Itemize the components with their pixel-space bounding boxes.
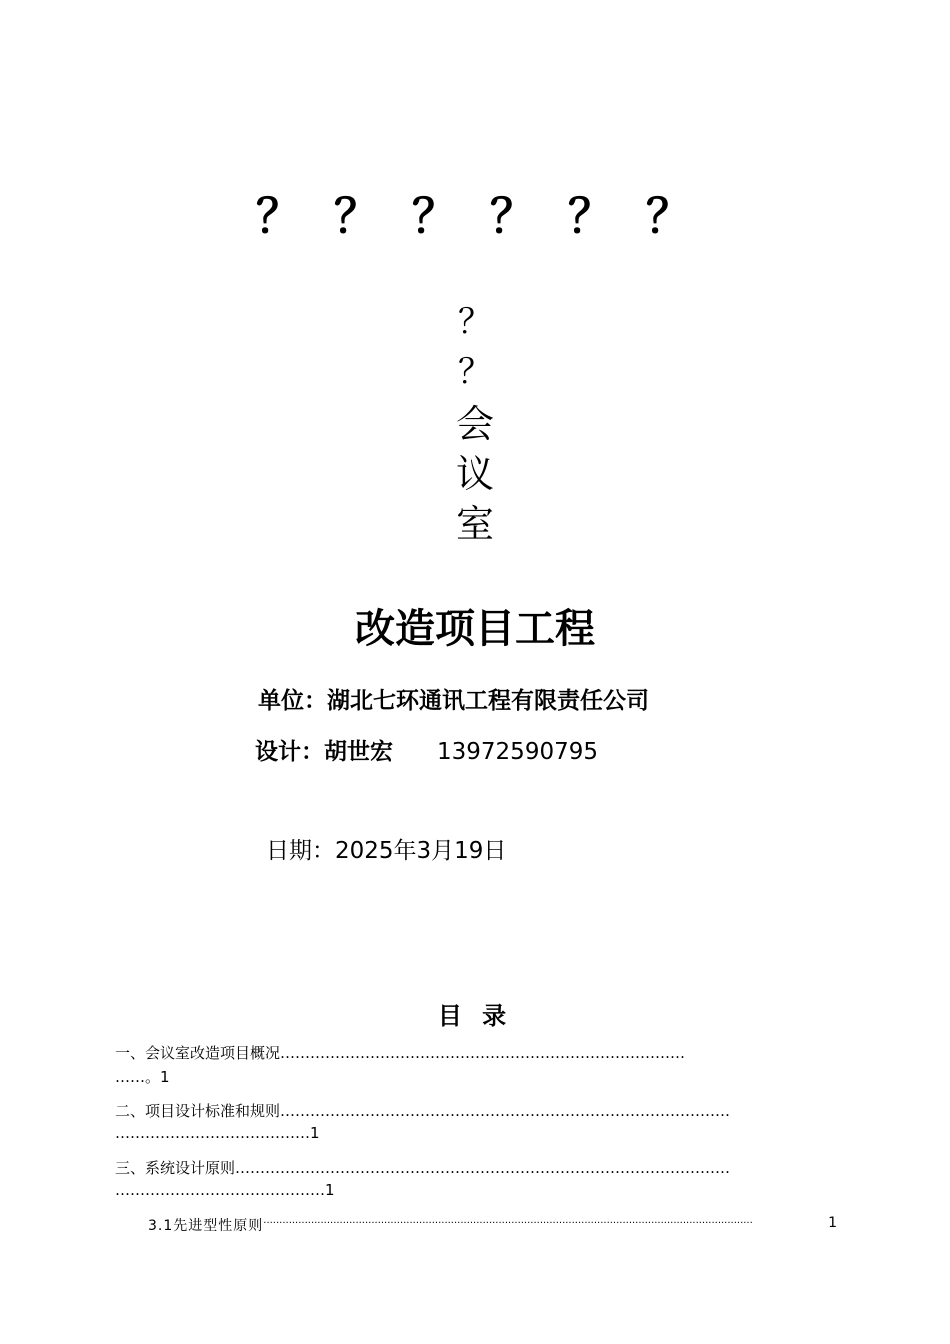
toc-entry-line: 二、项目设计标准和规则………………………………………………………………………………	[115, 1102, 731, 1120]
toc-subentry-3-1[interactable]	[148, 1215, 838, 1235]
unit-line: 单位：湖北七环通讯工程有限责任公司	[258, 688, 649, 714]
toc-entry-continuation: ……。1	[115, 1068, 170, 1086]
toc-entry-line: 一、会议室改造项目概况………………………………………………………………………	[115, 1044, 686, 1062]
designer-line	[255, 733, 598, 766]
vertical-char-2: ？	[458, 352, 492, 392]
vertical-char-5: 室	[455, 502, 494, 546]
toc-entry-continuation: ……………………………………1	[115, 1181, 335, 1199]
cover-marks: ？ ？ ？ ？ ？ ？	[255, 189, 695, 243]
vertical-char-4: 议	[455, 452, 494, 496]
toc-subentry-dots: ..........................................................................................................................................................	[263, 1215, 753, 1226]
toc-heading: 目 录	[437, 1002, 513, 1030]
toc-entry-continuation: …………………………………1	[115, 1124, 320, 1142]
main-title: 改造项目工程	[355, 606, 595, 652]
toc-entry-line: 三、系统设计原则………………………………………………………………………………………	[115, 1159, 731, 1177]
toc-subentry-label: 3.1先进型性原则	[148, 1218, 264, 1234]
date-line: 日期：2025年3月19日	[266, 838, 507, 864]
toc-subentry-page: 1	[828, 1215, 838, 1231]
designer-phone: 13972590795	[437, 739, 598, 765]
designer-label: 设计：胡世宏	[255, 739, 393, 765]
vertical-char-1: ？	[458, 302, 492, 342]
vertical-char-3: 会	[455, 402, 494, 446]
